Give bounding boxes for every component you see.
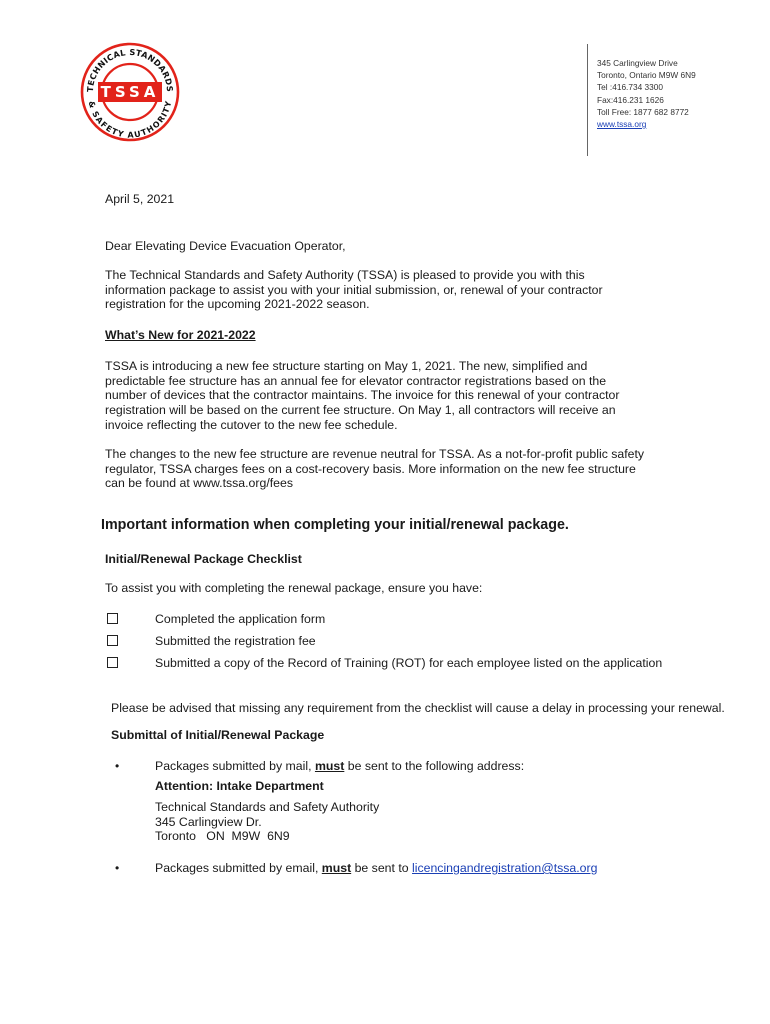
- paragraph-line: The changes to the new fee structure are revenue neutral for TSSA. As a not-for-profit public safety: [105, 447, 645, 461]
- website-link[interactable]: www.tssa.org: [597, 119, 647, 130]
- checklist-item-label: Submitted a copy of the Record of Training (ROT) for each employee listed on the application: [155, 656, 663, 670]
- address-city: Toronto, Ontario M9W 6N9: [597, 70, 696, 81]
- address-block: [597, 57, 696, 130]
- tssa-logo: [80, 42, 180, 142]
- mail-instruction: [155, 759, 524, 774]
- attention-line: Attention: Intake Department: [155, 779, 324, 793]
- address-toll-free: Toll Free: 1877 682 8772: [597, 106, 689, 117]
- mail-text-after: be sent to the following address:: [344, 759, 525, 773]
- email-text-after: be sent to: [351, 861, 413, 875]
- paragraph-line: TSSA is introducing a new fee structure starting on May 1, 2021. The new, simplified and: [105, 359, 588, 373]
- paragraph-line: invoice reflecting the cutover to the new fee schedule.: [105, 417, 398, 432]
- fee-structure-paragraph: [105, 359, 619, 433]
- intro-line: information package to assist you with your initial submission, or, renewal of your contractor: [105, 282, 603, 297]
- paragraph-line: predictable fee structure has an annual fee for elevator contractor registrations based on the: [105, 373, 607, 388]
- mailing-address: [155, 800, 379, 844]
- paragraph-line: number of devices that the contractor maintains. The invoice for this renewal of your contractor: [105, 388, 620, 403]
- checkbox[interactable]: [107, 635, 118, 646]
- intro-line: registration for the upcoming 2021-2022 season.: [105, 297, 370, 312]
- important-info-heading: Important information when completing your initial/renewal package.: [101, 517, 569, 533]
- whats-new-heading: What’s New for 2021-2022: [105, 328, 256, 342]
- email-instruction: [155, 861, 597, 876]
- submittal-heading: Submittal of Initial/Renewal Package: [111, 728, 325, 742]
- email-link[interactable]: licencingandregistration@tssa.org: [412, 861, 598, 875]
- intro-line: The Technical Standards and Safety Authority (TSSA) is pleased to provide you with this: [105, 268, 585, 282]
- paragraph-line: can be found at www.tssa.org/fees: [105, 476, 293, 491]
- paragraph-line: registration will be based on the current fee structure. On May 1, all contractors will receive an: [105, 403, 616, 418]
- bullet-icon: •: [115, 861, 120, 875]
- checkbox[interactable]: [107, 613, 118, 624]
- logo-arc-bottom-text: & SAFETY AUTHORITY: [86, 100, 174, 140]
- logo-arc-top-text: TECHNICAL STANDARDS: [84, 46, 176, 93]
- email-must: must: [321, 861, 352, 875]
- checklist-heading: Initial/Renewal Package Checklist: [105, 552, 302, 566]
- advisory-note: Please be advised that missing any requirement from the checklist will cause a delay in processing your renewal.: [111, 701, 725, 715]
- mail-text-before: Packages submitted by mail,: [155, 759, 315, 773]
- bullet-icon: •: [115, 759, 120, 773]
- checklist-item-label: Completed the application form: [155, 612, 326, 626]
- address-fax: Fax:416.231 1626: [597, 94, 664, 105]
- address-tel: Tel :416.734 3300: [597, 82, 663, 93]
- logo-tssa-text: TSSA: [100, 83, 160, 101]
- mailing-address-line: 345 Carlingview Dr.: [155, 814, 262, 829]
- email-text-before: Packages submitted by email,: [155, 861, 322, 875]
- letter-date: April 5, 2021: [105, 192, 175, 206]
- mail-must: must: [314, 759, 345, 773]
- mailing-address-line: Technical Standards and Safety Authority: [155, 800, 380, 814]
- mailing-address-line: Toronto ON M9W 6N9: [155, 829, 290, 844]
- address-divider: [587, 44, 588, 156]
- intro-paragraph: [105, 268, 603, 312]
- checklist-intro: To assist you with completing the renewal package, ensure you have:: [105, 581, 483, 595]
- address-street: 345 Carlingview Drive: [597, 58, 678, 68]
- checkbox[interactable]: [107, 657, 118, 668]
- paragraph-line: regulator, TSSA charges fees on a cost-recovery basis. More information on the new fee structure: [105, 461, 636, 476]
- checklist-item-label: Submitted the registration fee: [155, 634, 316, 648]
- salutation: Dear Elevating Device Evacuation Operator,: [105, 239, 346, 253]
- revenue-neutral-paragraph: [105, 447, 644, 491]
